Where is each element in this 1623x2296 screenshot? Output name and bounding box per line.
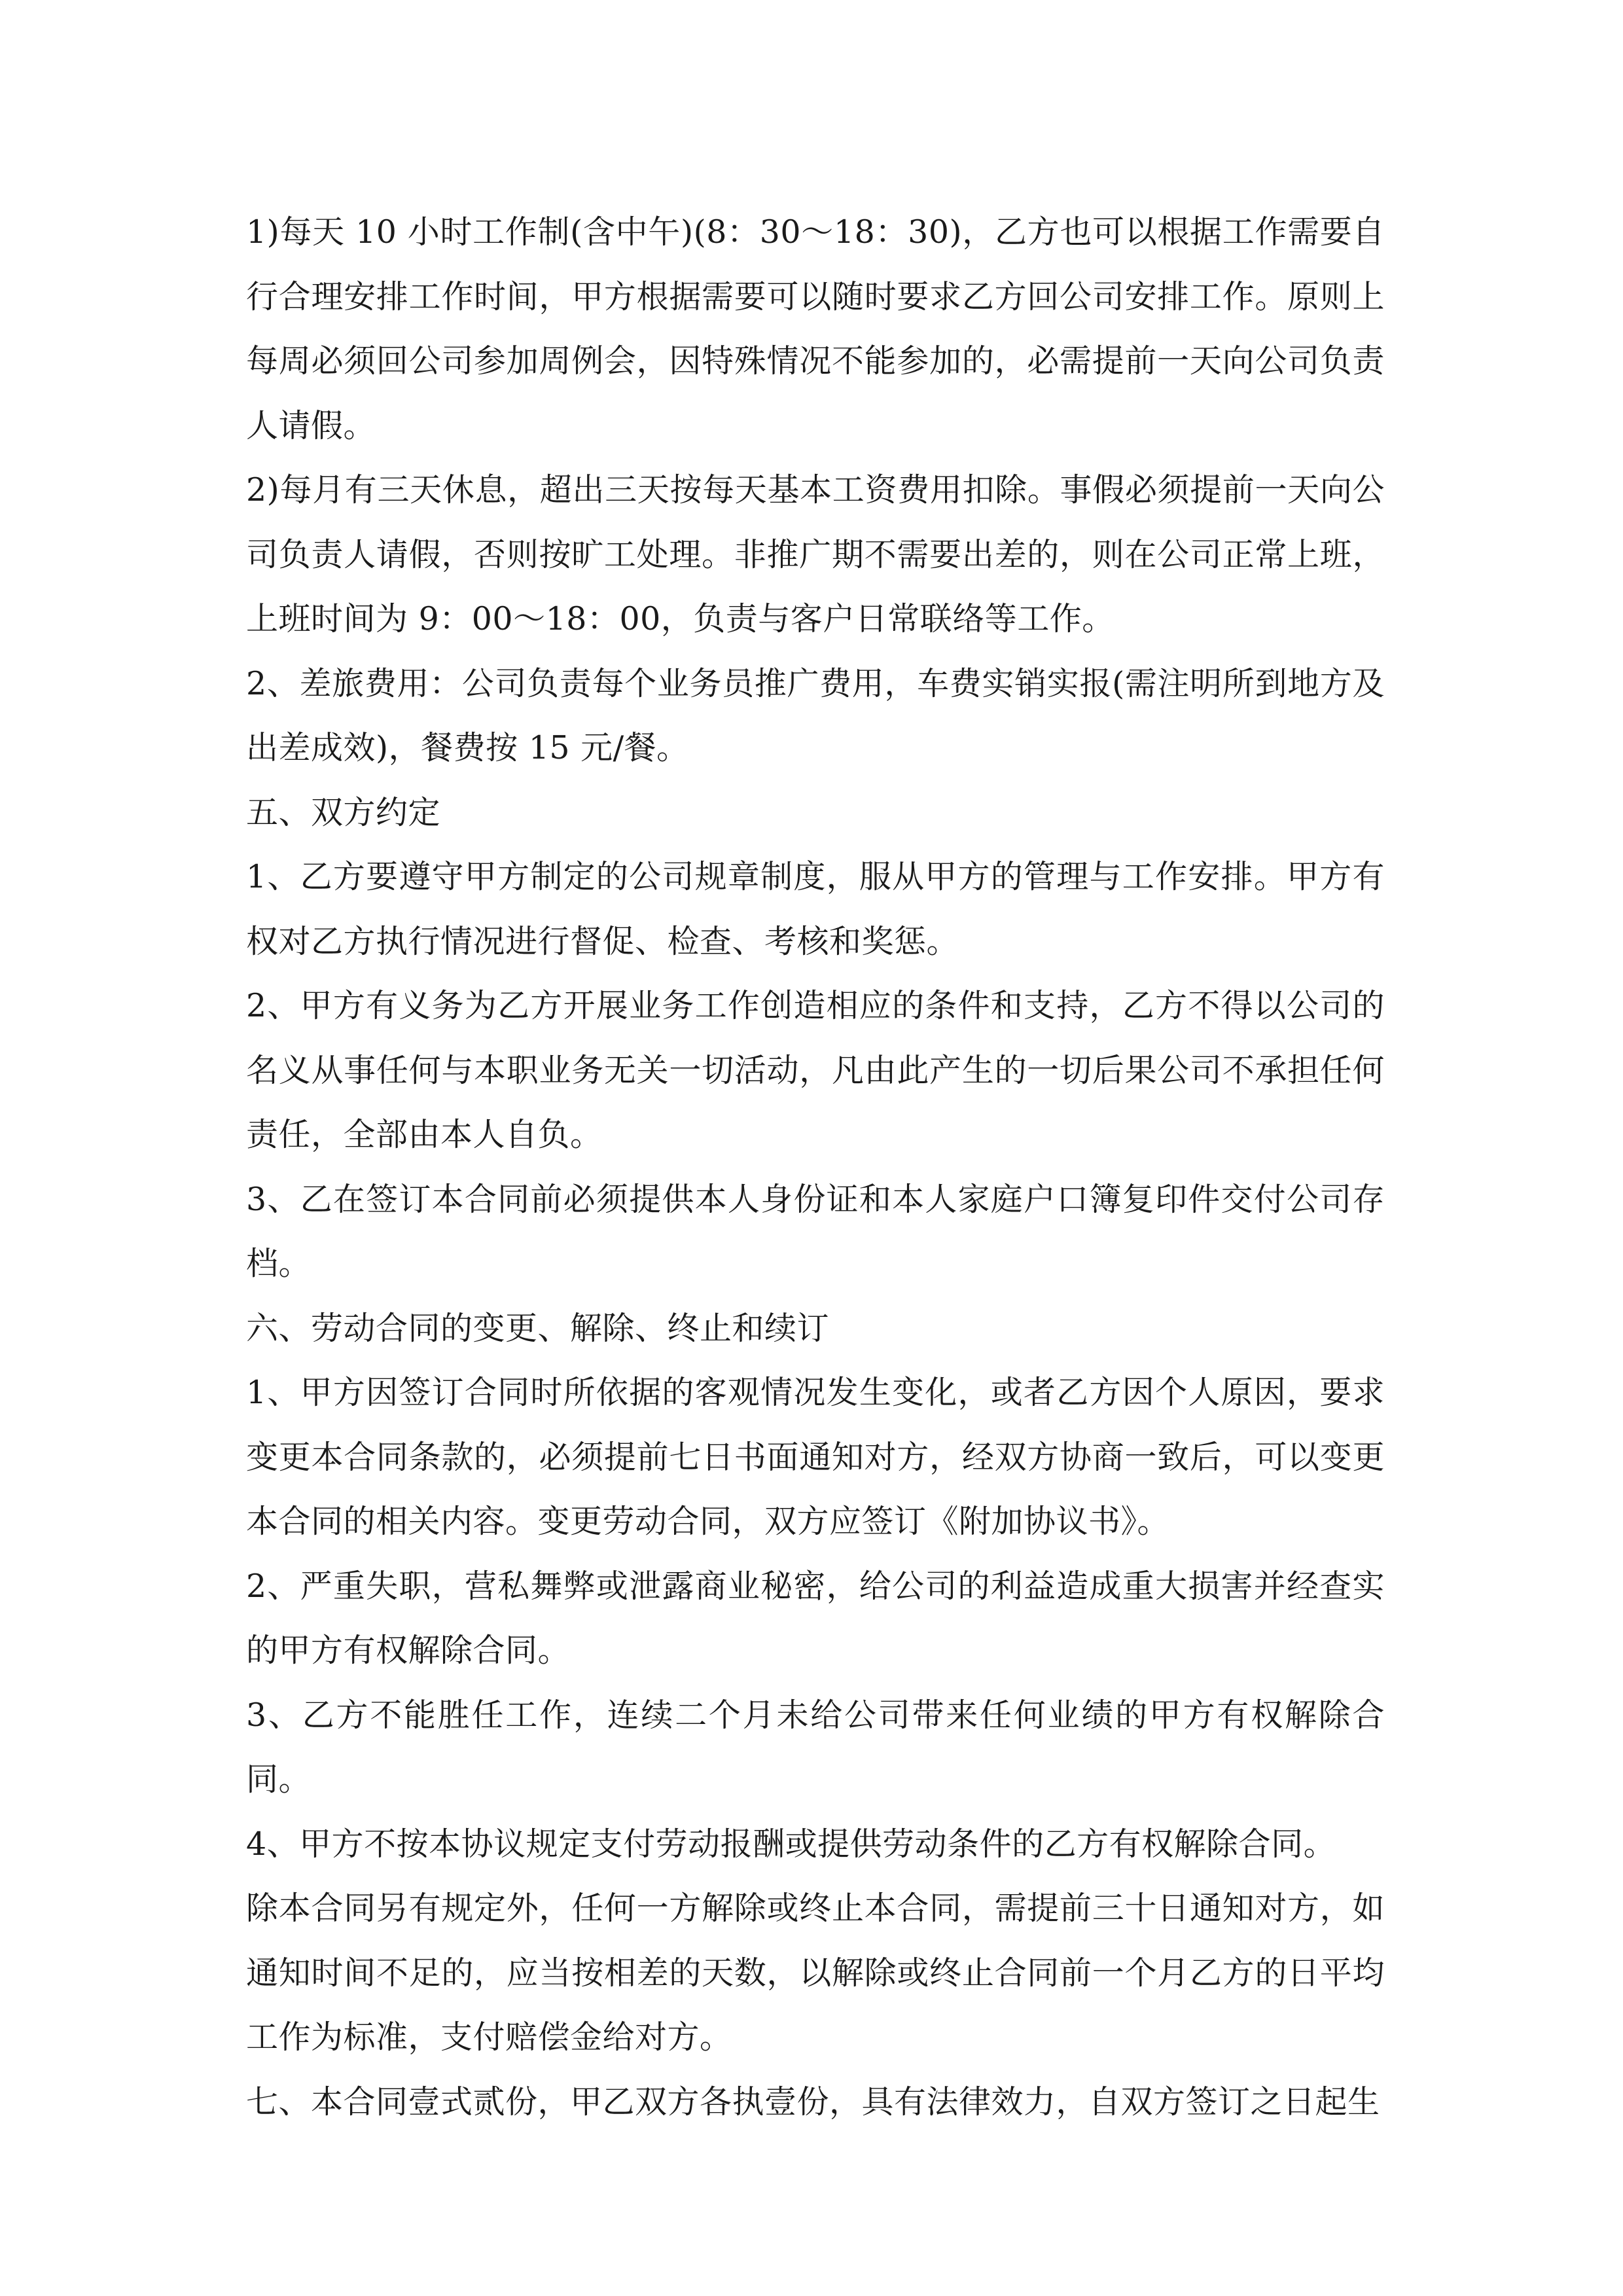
- paragraph-rest-days: 2)每月有三天休息，超出三天按每天基本工资费用扣除。事假必须提前一天向公司负责人请假，否则按旷工处理。非推广期不需要出差的，则在公司正常上班，上班时间为 9：00～18：00，负责与客户日常联络等工作。: [246, 471, 1385, 637]
- document-body: [246, 200, 1385, 2134]
- paragraph-change-3: 3、乙方不能胜任工作，连续二个月未给公司带来任何业绩的甲方有权解除合同。: [246, 1696, 1385, 1798]
- paragraph-change-2: 2、严重失职，营私舞弊或泄露商业秘密，给公司的利益造成重大损害并经查实的甲方有权解除合同。: [246, 1567, 1385, 1669]
- paragraph-change-1: 1、甲方因签订合同时所依据的客观情况发生变化，或者乙方因个人原因，要求变更本合同条款的，必须提前七日书面通知对方，经双方协商一致后，可以变更本合同的相关内容。变更劳动合同，双方应签订《附加协议书》。: [246, 1374, 1385, 1540]
- section-heading-mutual-agreement: 五、双方约定: [246, 793, 441, 831]
- paragraph-travel-expenses: 2、差旅费用：公司负责每个业务员推广费用，车费实销实报(需注明所到地方及出差成效)，餐费按 15 元/餐。: [246, 664, 1385, 766]
- paragraph-agreement-3: 3、乙在签订本合同前必须提供本人身份证和本人家庭户口簿复印件交付公司存档。: [246, 1180, 1385, 1282]
- paragraph-termination-notice: 除本合同另有规定外，任何一方解除或终止本合同，需提前三十日通知对方，如通知时间不足的，应当按相差的天数，以解除或终止合同前一个月乙方的日平均工作为标准，支付赔偿金给对方。: [246, 1890, 1385, 2056]
- section-heading-contract-changes: 六、劳动合同的变更、解除、终止和续订: [246, 1309, 830, 1347]
- section-heading-copies: 七、本合同壹式贰份，甲乙双方各执壹份，具有法律效力，自双方签订之日起生: [246, 2083, 1380, 2121]
- paragraph-change-4: 4、甲方不按本协议规定支付劳动报酬或提供劳动条件的乙方有权解除合同。: [246, 1825, 1336, 1863]
- paragraph-agreement-2: 2、甲方有义务为乙方开展业务工作创造相应的条件和支持，乙方不得以公司的名义从事任何与本职业务无关一切活动，凡由此产生的一切后果公司不承担任何责任，全部由本人自负。: [246, 987, 1385, 1153]
- paragraph-agreement-1: 1、乙方要遵守甲方制定的公司规章制度，服从甲方的管理与工作安排。甲方有权对乙方执行情况进行督促、检查、考核和奖惩。: [246, 858, 1385, 960]
- paragraph-work-hours: 1)每天 10 小时工作制(含中午)(8：30～18：30)，乙方也可以根据工作需要自行合理安排工作时间，甲方根据需要可以随时要求乙方回公司安排工作。原则上每周必须回公司参加周例会，因特殊情况不能参加的，必需提前一天向公司负责人请假。: [246, 213, 1385, 444]
